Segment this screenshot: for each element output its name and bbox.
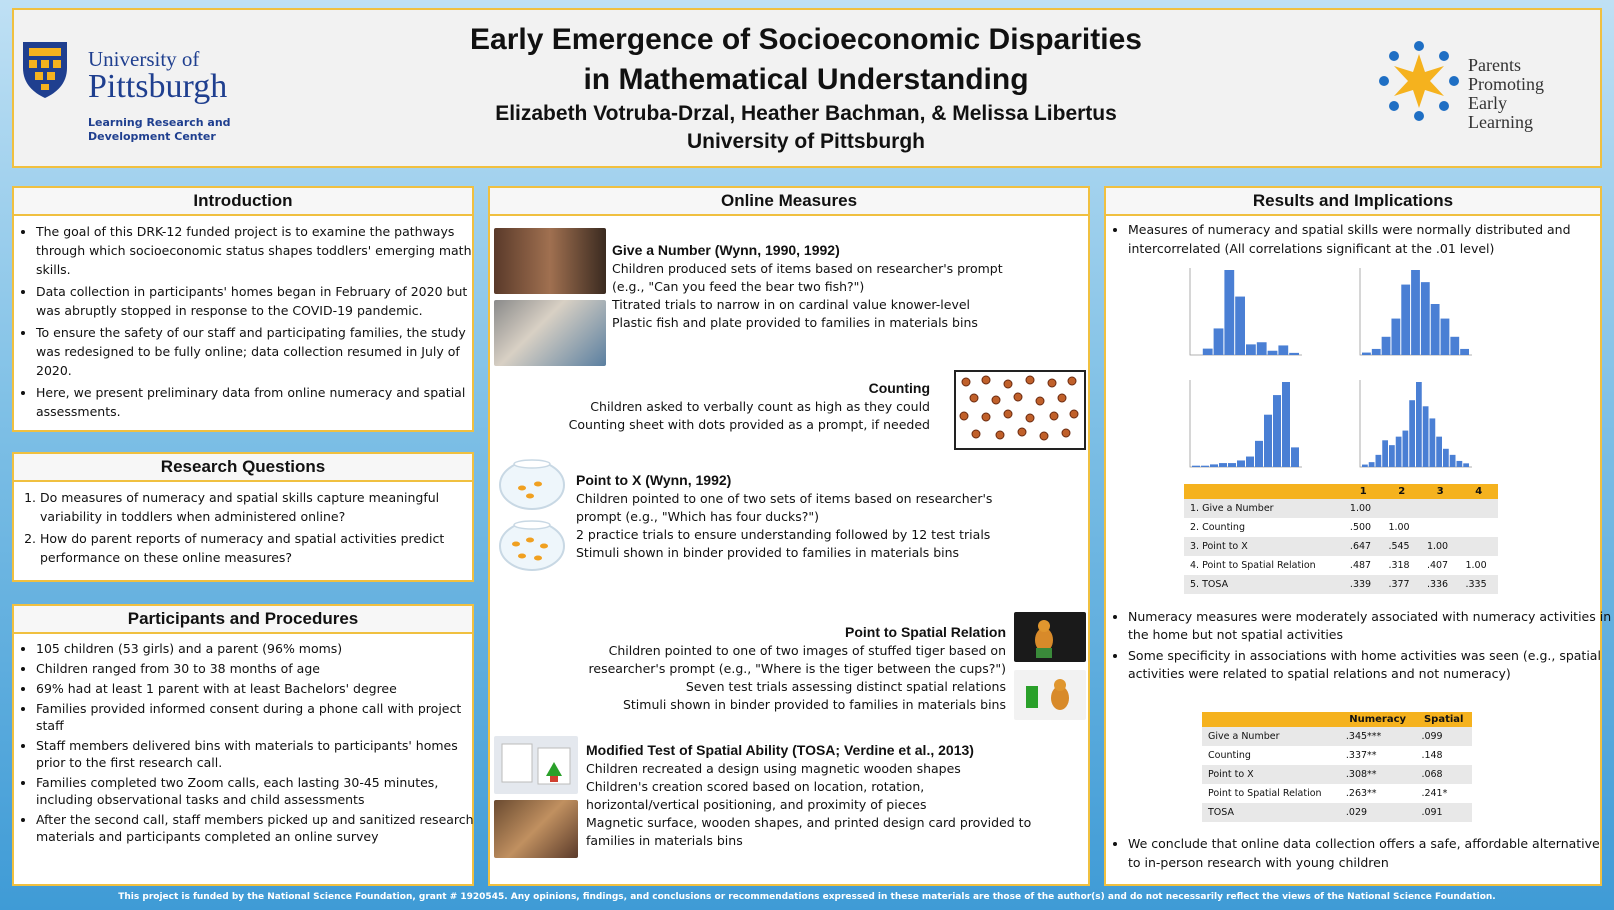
funding-footer: This project is funded by the National Science Foundation, grant # 1920545. Any opinions, findings, and conclusions or recommendations expressed in these materials are those of the author(s) and do not necessarily reflect the views of the National Science Foundation. [118,892,1496,902]
table-cell: 1. Give a Number [1184,499,1344,518]
table-cell [1459,537,1498,556]
histogram-bar [1460,349,1469,355]
correlation-table [1184,484,1498,594]
table-header-cell [1184,484,1344,499]
tosa-title: Modified Test of Spatial Ability (TOSA; Verdine et al., 2013) [586,742,974,758]
table-cell: 1.00 [1388,522,1410,533]
histogram-bar [1224,270,1234,355]
pitt-logo-text: University of Pittsburgh [88,47,228,105]
histogram-bar [1443,449,1449,467]
table-cell: .335 [1459,575,1498,594]
table-header-cell: Spatial [1415,712,1472,727]
table-cell: Give a Number [1202,727,1340,746]
table-cell: .487 [1349,560,1372,571]
tosa-block [586,740,1088,850]
table-cell: .263** [1345,788,1377,799]
research-questions-panel [12,452,474,582]
table-cell: .029 [1340,803,1416,822]
histogram-bar [1463,463,1469,467]
table-row [1202,784,1472,803]
measure-line: Children pointed to one of two images of stuffed tiger based on [608,643,1006,658]
histogram-bar [1391,319,1400,355]
table-header-row [1184,484,1498,499]
results-bullet: • Numeracy measures were moderately associated with numeracy activities in the home but not spatial activities [1128,608,1612,644]
measure-line: Children recreated a design using magnetic wooden shapes [586,761,961,776]
table-cell: .241* [1421,788,1448,799]
table-header-cell: 3 [1421,484,1460,499]
intro-bullet: • To ensure the safety of our staff and participating families, the study was redesigned to be fully online; data collection resumed in July of 2020. [36,323,482,380]
histogram-bar [1369,462,1375,467]
point-to-x-title: Point to X (Wynn, 1992) [576,472,732,488]
results-panel [1104,186,1612,886]
pp-bullet: • Staff members delivered bins with materials to participants' homes prior to the first research call. [36,737,482,771]
table-cell: .500 [1349,522,1372,533]
histogram-bar [1255,441,1263,467]
results-list-2 [1112,608,1612,686]
histogram-axis [1190,268,1302,355]
fishbowl-icon [498,518,566,572]
pp-bullet: • Families completed two Zoom calls, each lasting 30-45 minutes, including observational tasks and child assessments [36,774,482,808]
histogram-bar [1389,445,1395,467]
histogram-bar [1268,351,1278,355]
table-cell: 5. TOSA [1184,575,1344,594]
measure-line: Plastic fish and plate provided to families in materials bins [612,315,978,330]
table-cell: .148 [1421,750,1443,761]
table-cell: .339 [1344,575,1383,594]
measure-line: Children produced sets of items based on researcher's prompt [612,261,1003,276]
tiger-cups-photo-2 [1014,670,1086,720]
histogram-bar [1201,466,1209,467]
rq-item: 2. How do parent reports of numeracy and spatial activities predict performance on these online measures? [40,529,488,567]
measure-line: Children's creation scored based on location, rotation, [586,779,925,794]
tiger-cups-photo-1 [1014,612,1086,662]
intro-bullet: • The goal of this DRK-12 funded project is to examine the pathways through which socioeconomic status shapes toddlers' emerging math skills. [36,222,482,279]
histogram-bar [1450,337,1459,355]
research-questions-list [18,488,488,570]
participants-title: Participants and Procedures [14,606,472,634]
table-header-row [1202,712,1472,727]
introduction-title: Introduction [14,188,472,216]
table-row [1184,499,1498,518]
counting-dots-sheet [954,370,1086,450]
histogram-bar [1278,345,1288,355]
online-measures-title: Online Measures [490,188,1088,216]
tosa-child-photo [494,800,578,858]
table-cell: 2. Counting [1190,522,1245,533]
pitt-shield-icon [20,38,70,98]
intro-bullet: • Here, we present preliminary data from online numeracy and spatial assessments. [36,383,482,421]
introduction-list [20,222,482,424]
table-row [1202,746,1472,765]
association-table [1202,712,1472,822]
histogram-bar [1457,461,1463,467]
authors-block: Elizabeth Votruba-Drzal, Heather Bachman, & Melissa Libertus University of Pittsburgh [495,102,1117,153]
table-header-cell: 1 [1344,484,1383,499]
table-cell: .099 [1415,727,1472,746]
histogram-tosa [1346,374,1496,479]
pp-bullet: • After the second call, staff members picked up and sanitized research materials and participants completed an online survey [36,811,482,845]
table-header-cell [1202,712,1340,727]
ppel-logo-text: Parents Promoting Early Learning [1468,55,1545,132]
histogram-bar [1423,406,1429,467]
table-cell [1382,499,1421,518]
table-cell: .545 [1382,537,1421,556]
histogram-bar [1282,382,1290,467]
histogram-bar [1362,353,1371,355]
histogram-bar [1411,270,1420,355]
table-cell: Point to Spatial Relation [1208,788,1322,799]
table-header-cell: 4 [1459,484,1498,499]
histogram-bar [1219,463,1227,467]
histogram-bar [1210,464,1218,467]
histogram-bar [1409,400,1415,467]
counting-title: Counting [868,380,930,396]
histogram-bar [1372,349,1381,355]
histogram-bar [1246,457,1254,467]
table-cell: 1.00 [1344,499,1383,518]
measure-line: Magnetic surface, wooden shapes, and printed design card provided to [586,815,1032,830]
spatial-relation-title: Point to Spatial Relation [844,624,1006,640]
histogram-bar [1237,460,1245,467]
histogram-bar [1403,431,1409,467]
table-cell [1459,499,1498,518]
histogram-bar [1273,395,1281,467]
measure-line: researcher's prompt (e.g., "Where is the tiger between the cups?") [588,661,1006,676]
results-bullet: • We conclude that online data collection offers a safe, affordable alternative to in-person research with young children [1128,834,1612,872]
histogram-point-to-x [1176,374,1326,479]
table-row [1202,803,1472,822]
histogram-bar [1382,440,1388,467]
measure-line: families in materials bins [586,833,743,848]
point-to-x-block [576,470,1088,562]
measure-line: horizontal/vertical positioning, and proximity of pieces [586,797,927,812]
table-cell: .377 [1382,575,1421,594]
measure-line: Seven test trials assessing distinct spatial relations [685,679,1006,694]
participants-panel [12,604,474,886]
histogram-bar [1450,455,1456,467]
lrdc-subtitle: Learning Research and Development Center [88,116,231,143]
measure-line: Children pointed to one of two sets of items based on researcher's [576,491,993,506]
histogram-bar [1376,455,1382,467]
table-cell: 1.00 [1465,560,1487,571]
measure-line: Stimuli shown in binder provided to families in materials bins [622,697,1006,712]
give-a-number-photo-2 [494,300,606,366]
results-list-3 [1112,834,1612,875]
histogram-bar [1396,437,1402,467]
histogram-bar [1430,418,1436,467]
histogram-bar [1362,465,1368,467]
histogram-bar [1431,304,1440,355]
histogram-bar [1291,447,1299,467]
results-bullet: • Some specificity in associations with home activities was seen (e.g., spatial activities were related to spatial relations and not numeracy) [1128,647,1612,683]
histogram-bar [1214,328,1224,355]
measure-line: Counting sheet with dots provided as a prompt, if needed [568,417,930,432]
histogram-bar [1289,353,1299,355]
participants-list [20,640,482,848]
pp-bullet: • 105 children (53 girls) and a parent (96% moms) [36,640,482,657]
sun-people-icon [1378,40,1460,122]
measure-line: Stimuli shown in binder provided to families in materials bins [576,545,960,560]
table-cell [1459,518,1498,537]
table-cell [1421,518,1460,537]
histogram-bar [1192,466,1200,467]
histogram-bar [1203,349,1213,355]
online-measures-panel [488,186,1090,886]
histogram-bar [1436,437,1442,467]
table-cell: 1.00 [1421,537,1460,556]
table-cell: .345*** [1340,727,1416,746]
results-bullet: • Measures of numeracy and spatial skills were normally distributed and intercorrelated (All correlations significant at the .01 level) [1128,220,1612,258]
table-cell: TOSA [1202,803,1340,822]
histogram-counting [1346,262,1496,367]
pp-bullet: • 69% had at least 1 parent with at least Bachelors' degree [36,680,482,697]
histogram-bar [1228,463,1236,467]
histogram-bar [1235,297,1245,355]
histogram-bar [1382,337,1391,355]
table-cell: 4. Point to Spatial Relation [1190,560,1316,571]
results-list-1 [1112,220,1612,261]
table-cell: 3. Point to X [1184,537,1344,556]
table-cell: Point to X [1202,765,1340,784]
spatial-relation-block [520,622,1006,714]
measure-line: 2 practice trials to ensure understanding followed by 12 test trials [576,527,991,542]
table-row [1184,556,1498,575]
table-cell: .091 [1415,803,1472,822]
table-cell: .318 [1388,560,1410,571]
give-a-number-block [612,240,1088,332]
fishbowl-icon [498,458,566,510]
measure-line: (e.g., "Can you feed the bear two fish?") [612,279,865,294]
histogram-give-a-number [1176,262,1326,367]
histogram-bar [1421,282,1430,355]
measure-line: Titrated trials to narrow in on cardinal value knower-level [612,297,971,312]
pp-bullet: • Children ranged from 30 to 38 months of age [36,660,482,677]
table-cell: .068 [1415,765,1472,784]
table-row [1184,518,1498,537]
table-cell: .647 [1344,537,1383,556]
table-cell: .336 [1421,575,1460,594]
table-cell: .337** [1345,750,1377,761]
table-header-cell: 2 [1382,484,1421,499]
counting-block [530,378,930,434]
histogram-bar [1441,319,1450,355]
measure-line: prompt (e.g., "Which has four ducks?") [576,509,819,524]
table-cell: Counting [1208,750,1251,761]
dots-icon [956,372,1084,448]
research-questions-title: Research Questions [14,454,472,482]
histogram-bar [1246,344,1256,355]
table-cell [1421,499,1460,518]
results-title: Results and Implications [1106,188,1600,216]
table-row [1184,537,1498,556]
intro-bullet: • Data collection in participants' homes began in February of 2020 but was abruptly stopped in response to the COVID-19 pandemic. [36,282,482,320]
poster-title: Early Emergence of Socioeconomic Disparities in Mathematical Understanding [470,23,1142,96]
histogram-bar [1401,285,1410,355]
histogram-bar [1264,415,1272,467]
table-cell: .308** [1340,765,1416,784]
table-row [1184,575,1498,594]
table-cell: .407 [1426,560,1449,571]
table-header-cell: Numeracy [1340,712,1416,727]
table-row [1202,765,1472,784]
histogram-bar [1416,382,1422,467]
tosa-design-card-photo [494,736,578,794]
introduction-panel [12,186,474,432]
measure-line: Children asked to verbally count as high as they could [590,399,930,414]
pp-bullet: • Families provided informed consent during a phone call with project staff [36,700,482,734]
histogram-bar [1257,342,1267,355]
give-a-number-title: Give a Number (Wynn, 1990, 1992) [612,242,840,258]
give-a-number-photo-1 [494,228,606,294]
table-row [1202,727,1472,746]
rq-item: 1. Do measures of numeracy and spatial skills capture meaningful variability in toddlers when administered online? [40,488,488,526]
